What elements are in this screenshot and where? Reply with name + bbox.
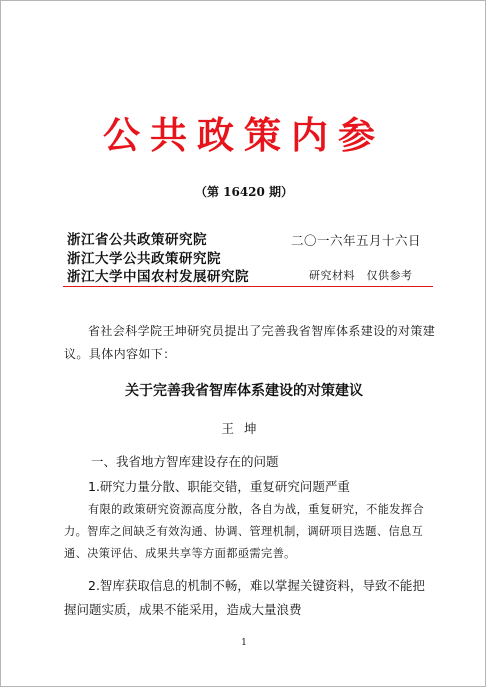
intro-paragraph: 省社会科学院王坤研究员提出了完善我省智库体系建设的对策建议。具体内容如下： xyxy=(64,324,436,361)
institution-1: 浙江省公共政策研究院 xyxy=(67,232,207,248)
subsection-heading-2: 2.智库获取信息的机制不畅，难以掌握关键资料，导致不能把握问题实质，成果不能采用，造成大量浪费 xyxy=(64,578,425,617)
page-number: 1 xyxy=(241,638,247,648)
article-title: 关于完善我省智库体系建设的对策建议 xyxy=(125,383,363,399)
institution-3: 浙江大学中国农村发展研究院 xyxy=(67,269,249,285)
header-divider xyxy=(63,286,433,287)
subsection-heading-1: 1.研究力量分散、职能交错，重复研究问题严重 xyxy=(88,479,350,494)
masthead-title: 公共政策内参 xyxy=(103,113,385,157)
institution-2: 浙江大学公共政策研究院 xyxy=(67,251,221,267)
issue-date: 二〇一六年五月十六日 xyxy=(291,233,422,248)
section-heading: 一、我省地方智库建设存在的问题 xyxy=(91,454,279,469)
subsection-body-1: 有限的政策研究资源高度分散，各自为战，重复研究，不能发挥合力。智库之间缺乏有效沟通、协调、管理机制，调研项目选题、信息互通、决策评估、成果共享等方面都亟需完善。 xyxy=(64,503,425,560)
issue-number: （第 16420 期） xyxy=(194,185,294,199)
author-name: 王坤 xyxy=(221,421,267,436)
distribution-note: 研究材料 仅供参考 xyxy=(309,269,413,282)
